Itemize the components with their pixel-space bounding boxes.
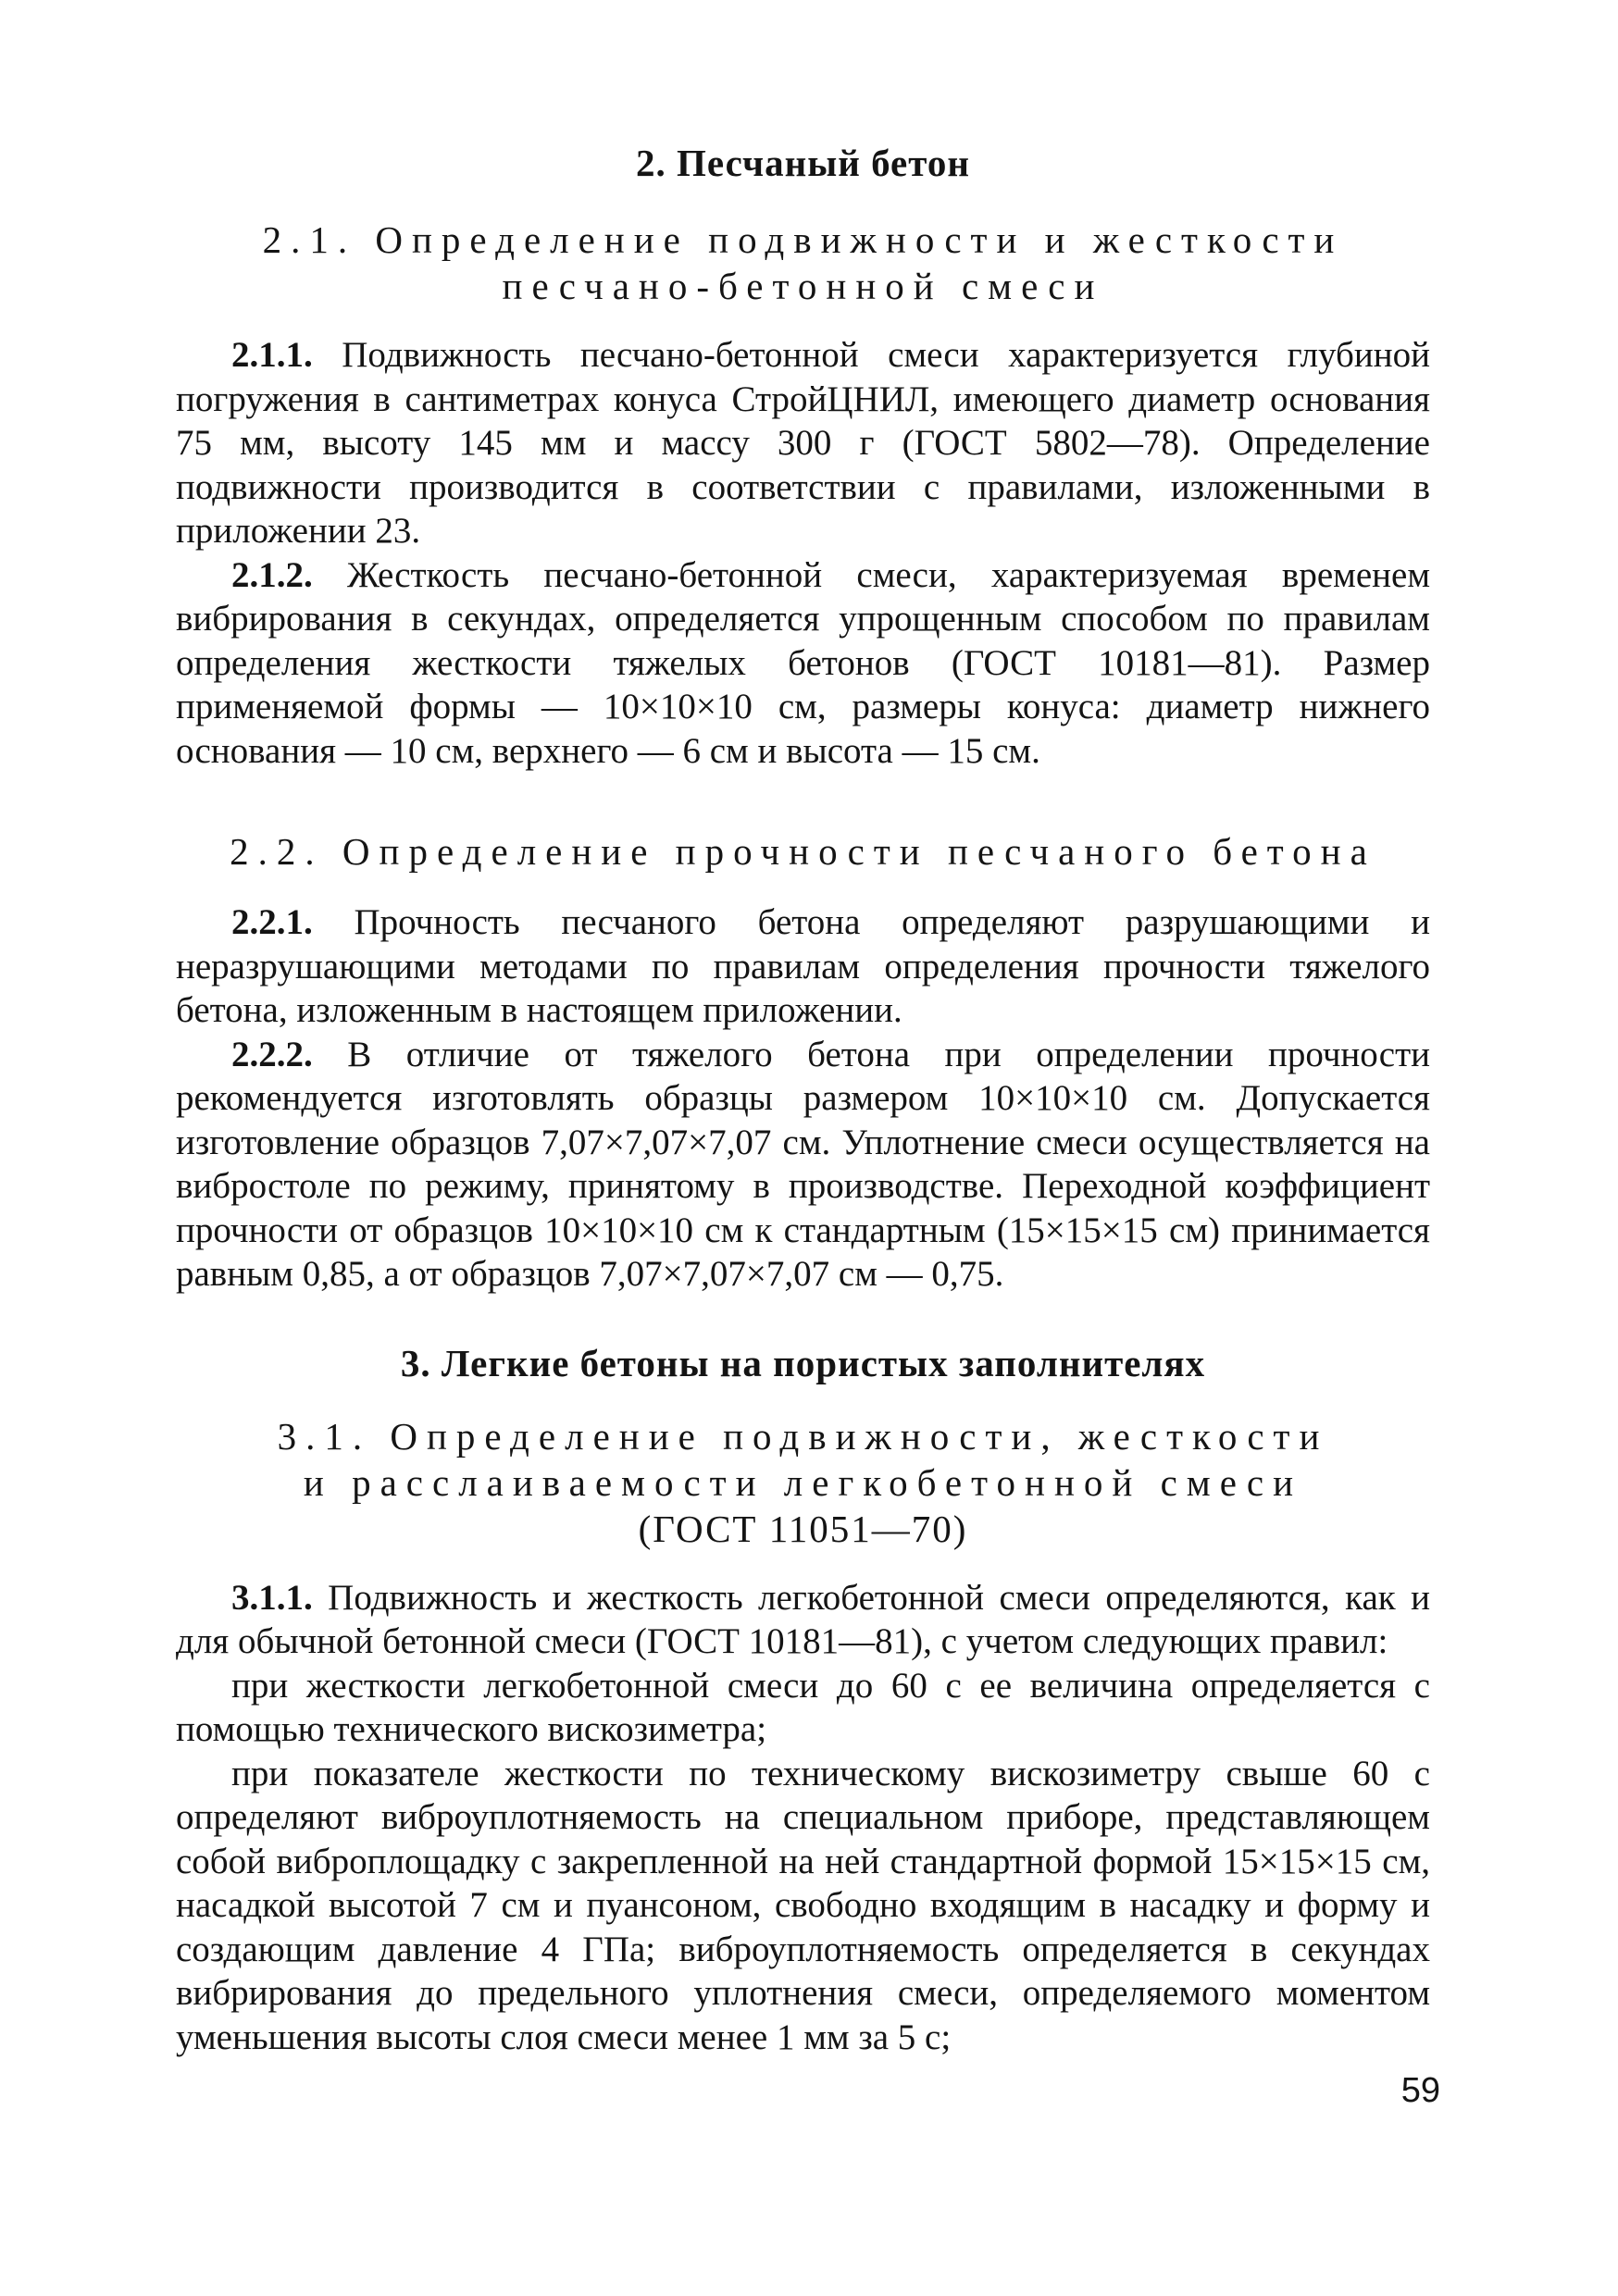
subsection-3-1-line1: 3.1. Определение подвижности, жесткости [277, 1414, 1329, 1458]
subsection-3-1-line3: (ГОСТ 11051—70) [638, 1507, 968, 1550]
paragraph-2-1-2 [176, 553, 1430, 774]
subsection-3-1-title [176, 1413, 1430, 1552]
subsection-2-1-title [176, 217, 1430, 309]
paragraph-2-2-1 [176, 900, 1430, 1033]
paragraph-text: Подвижность песчано-бетонной смеси характеризуется глубиной погружения в сантиметрах конуса СтройЦНИЛ, имеющего диаметр основания 75 мм, высоту 145 мм и массу 300 г (ГОСТ 5802—78). Определение подвижности производится в соответствии с правилами, изложенными в приложении 23. [176, 335, 1430, 551]
section-2-title: 2. Песчаный бетон [636, 142, 970, 184]
paragraph-number: 2.2.1. [231, 902, 313, 942]
paragraph-2-1-1 [176, 333, 1430, 553]
paragraph-3-1-1 [176, 1576, 1430, 1664]
paragraph-text: В отличие от тяжелого бетона при определении прочности рекомендуется изготовлять образцы размером 10×10×10 см. Допускается изготовление образцов 7,07×7,07×7,07 см. Уплотнение смеси осуществляется на вибростоле по режиму, принятому в производстве. Переходной коэффициент прочности от образцов 10×10×10 см к стандартным (15×15×15 см) принимается равным 0,85, а от образцов 7,07×7,07×7,07 см — 0,75. [176, 1034, 1430, 1294]
section-3-title: 3. Легкие бетоны на пористых заполнителях [400, 1341, 1206, 1384]
paragraph-text: Прочность песчаного бетона определяют разрушающими и неразрушающими методами по правилам определения прочности тяжелого бетона, изложенным в настоящем приложении. [176, 902, 1430, 1030]
paragraph-number: 2.1.1. [231, 335, 313, 375]
paragraph-3-1-1-item-b: при показателе жесткости по техническому вискозиметру свыше 60 с определяют виброуплотняемость на специальном приборе, представляющем собой виброплощадку с закрепленной на ней стандартной формой 15×15×15 см, насадкой высотой 7 см и пуансоном, свободно входящим в насадку и форму и создающим давление 4 ГПа; виброуплотняемость определяется в секундах вибрирования до предельного уплотнения смеси, определяемого моментом уменьшения высоты слоя смеси менее 1 мм за 5 с; [176, 1753, 1430, 2057]
subsection-2-1-line1: 2.1. Определение подвижности и жесткости [262, 218, 1344, 261]
page-number: 59 [1400, 2071, 1440, 2110]
subsection-2-2-title [176, 828, 1430, 875]
paragraph-number: 3.1.1. [231, 1577, 313, 1618]
paragraph-3-1-1-item-a: при жесткости легкобетонной смеси до 60 с ее величина определяется с помощью технического вискозиметра; [176, 1665, 1430, 1749]
document-page [176, 139, 1430, 2059]
paragraph-2-2-2 [176, 1033, 1430, 1297]
paragraph-number: 2.1.2. [231, 554, 313, 595]
paragraph-number: 2.2.2. [231, 1034, 313, 1074]
subsection-2-1-line2: песчано-бетонной смеси [502, 265, 1104, 307]
paragraph-text: Подвижность и жесткость легкобетонной смеси определяются, как и для обычной бетонной смеси (ГОСТ 10181—81), с учетом следующих правил: [176, 1577, 1430, 1661]
subsection-3-1-line2: и расслаиваемости легкобетонной смеси [303, 1460, 1303, 1504]
subsection-2-2-line1: 2.2. Определение прочности песчаного бетона [230, 830, 1376, 873]
paragraph-text: Жесткость песчано-бетонной смеси, характеризуемая временем вибрирования в секундах, определяется упрощенным способом по правилам определения жесткости тяжелых бетонов (ГОСТ 10181—81). Размер применяемой формы — 10×10×10 см, размеры конуса: диаметр нижнего основания — 10 см, верхнего — 6 см и высота — 15 см. [176, 554, 1430, 771]
